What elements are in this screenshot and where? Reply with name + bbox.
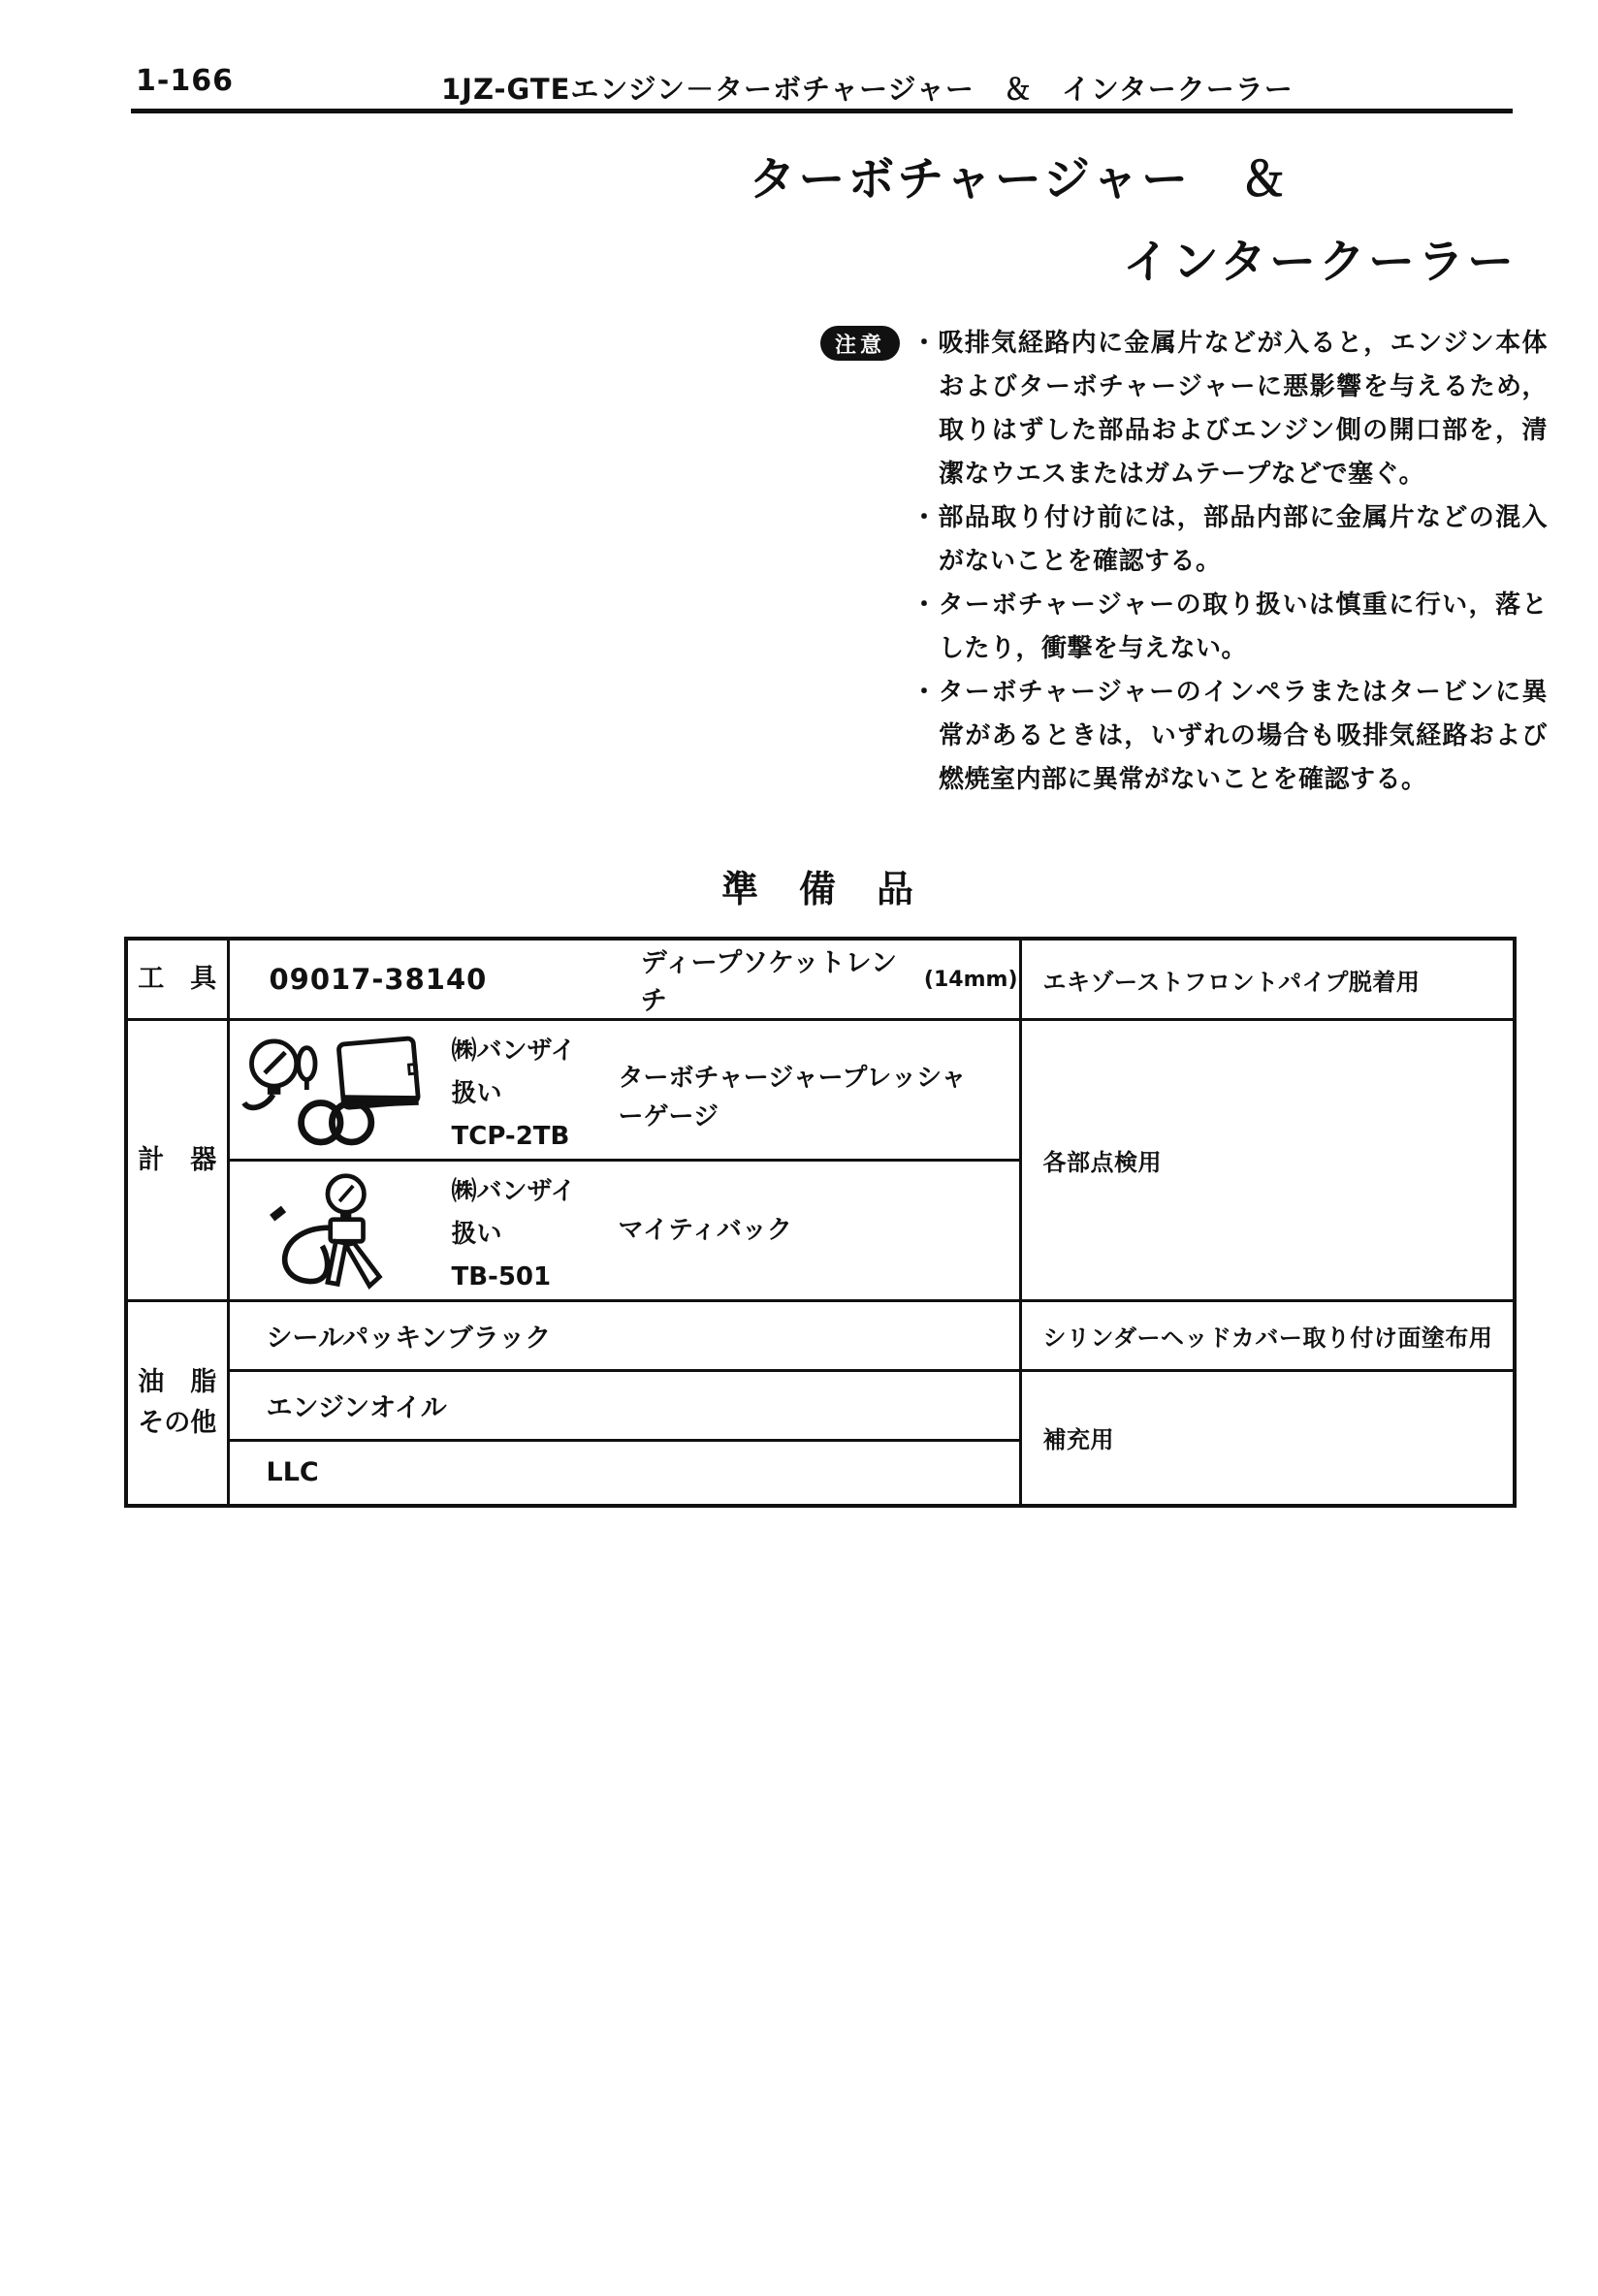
gauge2-handling: 扱い — [451, 1220, 502, 1249]
table-row-engine-oil — [126, 1371, 1515, 1441]
seal-packing-cell: シールパッキンブラック — [228, 1301, 1020, 1371]
gauge1-maker: ㈱バンザイ — [451, 1036, 576, 1066]
caution-item: ・ 部品取り付け前には，部品内部に金属片などの混入がないことを確認する。 — [911, 496, 1548, 584]
section-heading: 準 備 品 — [720, 868, 915, 910]
row-label-gauges: 計 器 — [126, 1020, 228, 1301]
caution-item: ・ ターボチャージャーの取り扱いは慎重に行い，落としたり，衝撃を与えない。 — [911, 584, 1548, 671]
caution-list — [820, 322, 1548, 802]
page-title-line-2: インタークーラー — [1122, 235, 1517, 289]
gauge2-content-cell — [228, 1161, 1020, 1301]
table-row-tools — [126, 939, 1515, 1020]
caution-item: ・ 吸排気経路内に金属片などが入ると，エンジン本体およびターボチャージャーに悪影響を与えるため，取りはずした部品およびエンジン側の開口部を，清潔なウエスまたはガムテープなどで塞ぐ。 — [911, 322, 1548, 496]
page-title-line-1: ターボチャージャー ＆ — [749, 152, 1290, 207]
seal-packing-purpose: シリンダーヘッドカバー取り付け面塗布用 — [1020, 1301, 1515, 1371]
caution-block — [820, 322, 1548, 802]
preparation-table — [124, 937, 1517, 1508]
tool-purpose: エキゾーストフロントパイプ脱着用 — [1020, 939, 1515, 1020]
gauge2-name: マイティバック — [618, 1216, 792, 1245]
tool-part-number: 09017-38140 — [269, 963, 488, 996]
oil-label-line-1: 油 脂 — [138, 1366, 217, 1397]
row-label-oils — [126, 1301, 228, 1506]
tool-name: ディープソケットレンチ — [640, 948, 897, 1016]
tool-size: (14mm) — [923, 967, 1018, 992]
gauge1-spec — [452, 1022, 619, 1158]
engine-oil-cell: エンジンオイル — [228, 1371, 1020, 1441]
caution-badge: 注意 — [820, 326, 900, 361]
caution-item: ・ ターボチャージャーのインペラまたはタービンに異常があるときは，いずれの場合も吸排気経路および燃焼室内部に異常がないことを確認する。 — [911, 671, 1548, 802]
tool-content-cell — [228, 939, 1020, 1020]
gauge2-maker: ㈱バンザイ — [451, 1177, 576, 1206]
gauge1-model: TCP-2TB — [451, 1122, 570, 1151]
gauge-purpose: 各部点検用 — [1020, 1020, 1515, 1301]
gauge1-content-cell — [228, 1020, 1020, 1161]
table-row-gauge-tcp2tb — [126, 1020, 1515, 1161]
row-label-tools: 工 具 — [126, 939, 228, 1020]
refill-purpose: 補充用 — [1020, 1371, 1515, 1506]
llc-cell: LLC — [228, 1441, 1020, 1506]
header-title: 1JZ-GTEエンジン－ターボチャージャー ＆ インタークーラー — [441, 73, 1294, 106]
gauge1-name: ターボチャージャープレッシャ ーゲージ — [618, 1064, 967, 1132]
gauge2-spec — [452, 1163, 619, 1298]
gauge1-handling: 扱い — [451, 1079, 502, 1108]
pressure-gauge-kit-image — [231, 1022, 452, 1158]
page-title — [0, 142, 1598, 291]
table-row-seal-packing — [126, 1301, 1515, 1371]
oil-label-line-2: その他 — [138, 1407, 217, 1438]
page-number: 1-166 — [136, 64, 234, 98]
vacuum-pump-image — [231, 1163, 452, 1298]
header-rule — [131, 109, 1513, 113]
gauge2-model: TB-501 — [451, 1262, 552, 1292]
